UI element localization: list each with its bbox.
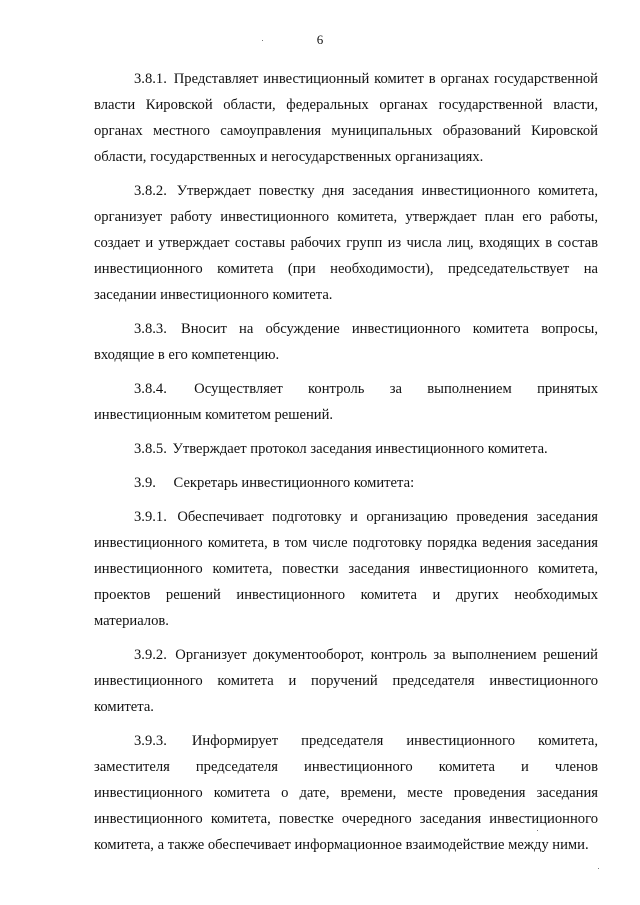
paragraph-text: Осуществляет контроль за выполнением принятых инвестиционным комитетом решений. [94, 381, 598, 423]
paragraph-text: Обеспечивает подготовку и организацию проведения заседания инвестиционного комитета, в том числе подготовку порядка ведения заседания инвестиционного комитета, повестки заседания инвестиционного комитета, проектов решений инвестиционного комитета и других необходимых материалов. [94, 509, 598, 629]
paragraph-text: Вносит на обсуждение инвестиционного комитета вопросы, входящие в его компетенцию. [94, 321, 598, 363]
paragraph-text: Секретарь инвестиционного комитета: [173, 475, 415, 491]
paragraph-number: 3.9.2. [134, 647, 167, 663]
paragraph-number: 3.9.3. [134, 733, 167, 749]
paragraph-3-8-4 [94, 376, 598, 428]
paragraph-number: 3.8.5. [134, 441, 167, 457]
paragraph-number: 3.8.1. [134, 71, 167, 87]
paragraph-text: Представляет инвестиционный комитет в органах государственной власти Кировской области, федеральных органах государственной власти, органах местного самоуправления муниципальных образований Кировской области, государственных и негосударственных организациях. [94, 71, 598, 165]
paragraph-3-8-5 [94, 436, 598, 462]
paragraph-3-9-1 [94, 504, 598, 634]
paragraph-3-8-3 [94, 316, 598, 368]
paragraph-3-9 [94, 470, 598, 496]
paragraph-text: Утверждает повестку дня заседания инвестиционного комитета, организует работу инвестиционного комитета, утверждает план его работы, создает и утверждает составы рабочих групп из числа лиц, входящих в состав инвестиционного комитета (при необходимости), председательствует на заседании инвестиционного комитета. [94, 183, 598, 303]
paragraph-number: 3.9.1. [134, 509, 167, 525]
paragraph-number: 3.8.2. [134, 183, 167, 199]
paragraph-3-8-1 [94, 66, 598, 170]
page-number: 6 [316, 32, 324, 47]
scan-speck [537, 830, 538, 831]
paragraph-number: 3.9. [134, 475, 156, 491]
paragraph-3-8-2 [94, 178, 598, 308]
paragraph-number: 3.8.3. [134, 321, 167, 337]
paragraph-text: Утверждает протокол заседания инвестиционного комитета. [172, 441, 548, 457]
scan-speck [262, 40, 263, 41]
paragraph-number: 3.8.4. [134, 381, 167, 397]
paragraph-3-9-2 [94, 642, 598, 720]
paragraph-text: Организует документооборот, контроль за выполнением решений инвестиционного комитета и поручений председателя инвестиционного комитета. [94, 647, 598, 715]
paragraph-3-9-3 [94, 728, 598, 858]
document-body [94, 66, 598, 866]
scan-speck [598, 868, 599, 869]
paragraph-text: Информирует председателя инвестиционного комитета, заместителя председателя инвестиционного комитета и членов инвестиционного комитета о дате, времени, месте проведения заседания инвестиционного комитета, повестке очередного заседания инвестиционного комитета, а также обеспечивает информационное взаимодействие между ними. [94, 733, 598, 853]
